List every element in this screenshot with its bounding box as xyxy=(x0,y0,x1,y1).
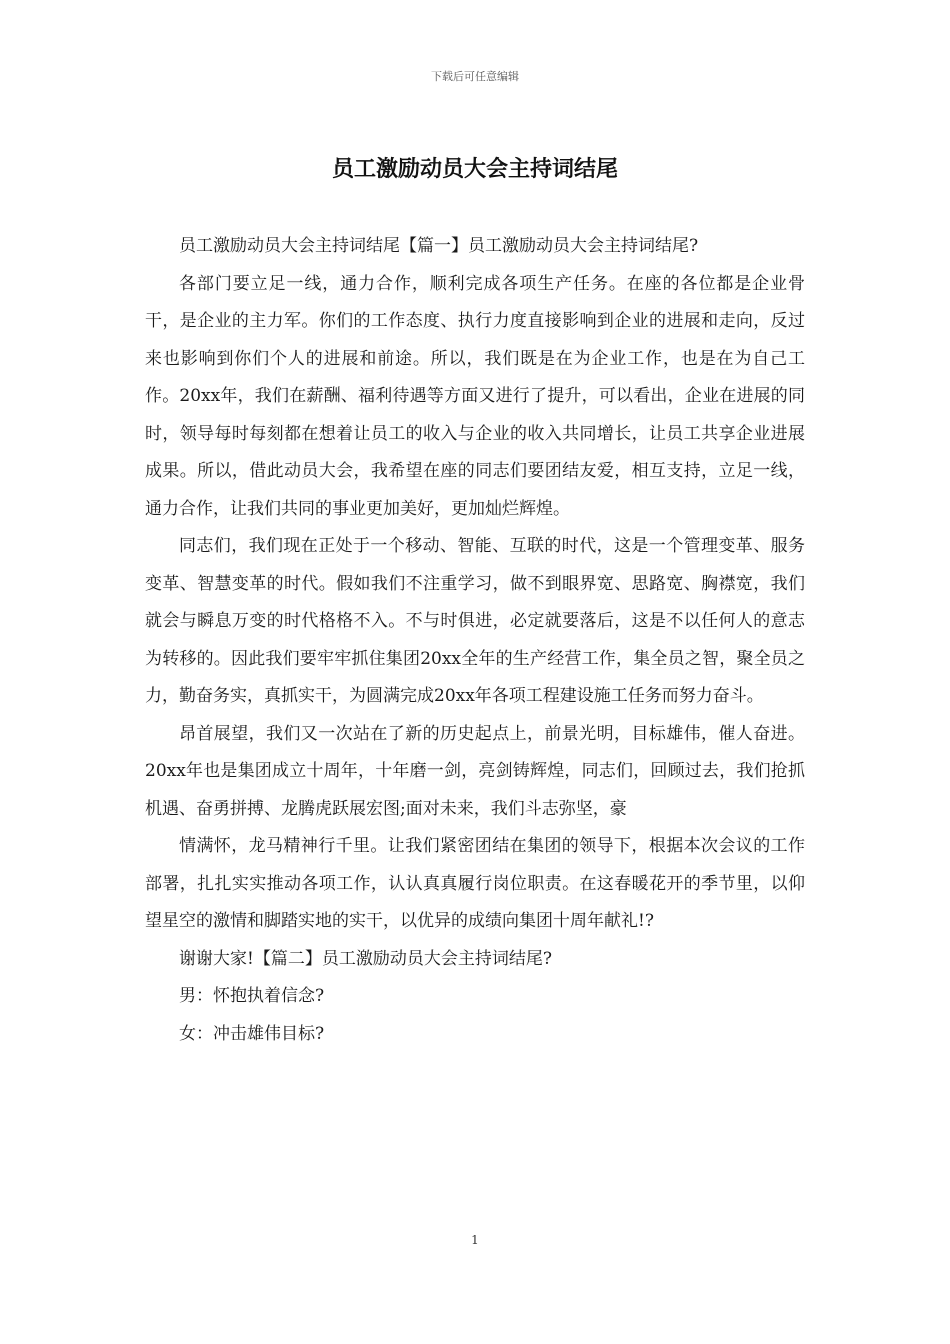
paragraph-intro: 员工激励动员大会主持词结尾【篇一】员工激励动员大会主持词结尾? xyxy=(179,236,699,256)
header-note: 下载后可任意编辑 xyxy=(431,70,519,83)
document-body xyxy=(145,228,805,1053)
document-title: 员工激励动员大会主持词结尾 xyxy=(331,156,618,182)
paragraph-4: 情满怀，龙马精神行千里。让我们紧密团结在集团的领导下，根据本次会议的工作部署，扎扎实实推动各项工作，认认真真履行岗位职责。在这春暖花开的季节里，以仰望星空的激情和脚踏实地的实干，以优异的成绩向集团十周年献礼!? xyxy=(145,836,805,931)
paragraph-5: 谢谢大家!【篇二】员工激励动员大会主持词结尾? xyxy=(179,948,552,969)
paragraph-3: 昂首展望，我们又一次站在了新的历史起点上，前景光明，目标雄伟，催人奋进。20xx年也是集团成立十周年，十年磨一剑，亮剑铸辉煌，同志们，回顾过去，我们抢抓机遇、奋勇拼搏、龙腾虎跃展宏图;面对未来，我们斗志弥坚，豪 xyxy=(145,723,805,819)
paragraph-1: 各部门要立足一线，通力合作，顺利完成各项生产任务。在座的各位都是企业骨干，是企业的主力军。你们的工作态度、执行力度直接影响到企业的进展和走向，反过来也影响到你们个人的进展和前途。所以，我们既是在为企业工作，也是在为自己工作。20xx年，我们在薪酬、福利待遇等方面又进行了提升，可以看出，企业在进展的同时，领导每时每刻都在想着让员工的收入与企业的收入共同增长，让员工共享企业进展成果。所以，借此动员大会，我希望在座的同志们要团结友爱，相互支持，立足一线，通力合作，让我们共同的事业更加美好，更加灿烂辉煌。 xyxy=(145,273,805,519)
page-number: 1 xyxy=(471,1233,479,1247)
paragraph-2: 同志们，我们现在正处于一个移动、智能、互联的时代，这是一个管理变革、服务变革、智慧变革的时代。假如我们不注重学习，做不到眼界宽、思路宽、胸襟宽，我们就会与瞬息万变的时代格格不入。不与时俱进，必定就要落后，这是不以任何人的意志为转移的。因此我们要牢牢抓住集团20xx全年的生产经营工作，集全员之智，聚全员之力，勤奋务实，真抓实干，为圆满完成20xx年各项工程建设施工任务而努力奋斗。 xyxy=(145,536,805,706)
paragraph-6: 男：怀抱执着信念? xyxy=(179,986,325,1006)
paragraph-7: 女：冲击雄伟目标? xyxy=(179,1023,325,1044)
